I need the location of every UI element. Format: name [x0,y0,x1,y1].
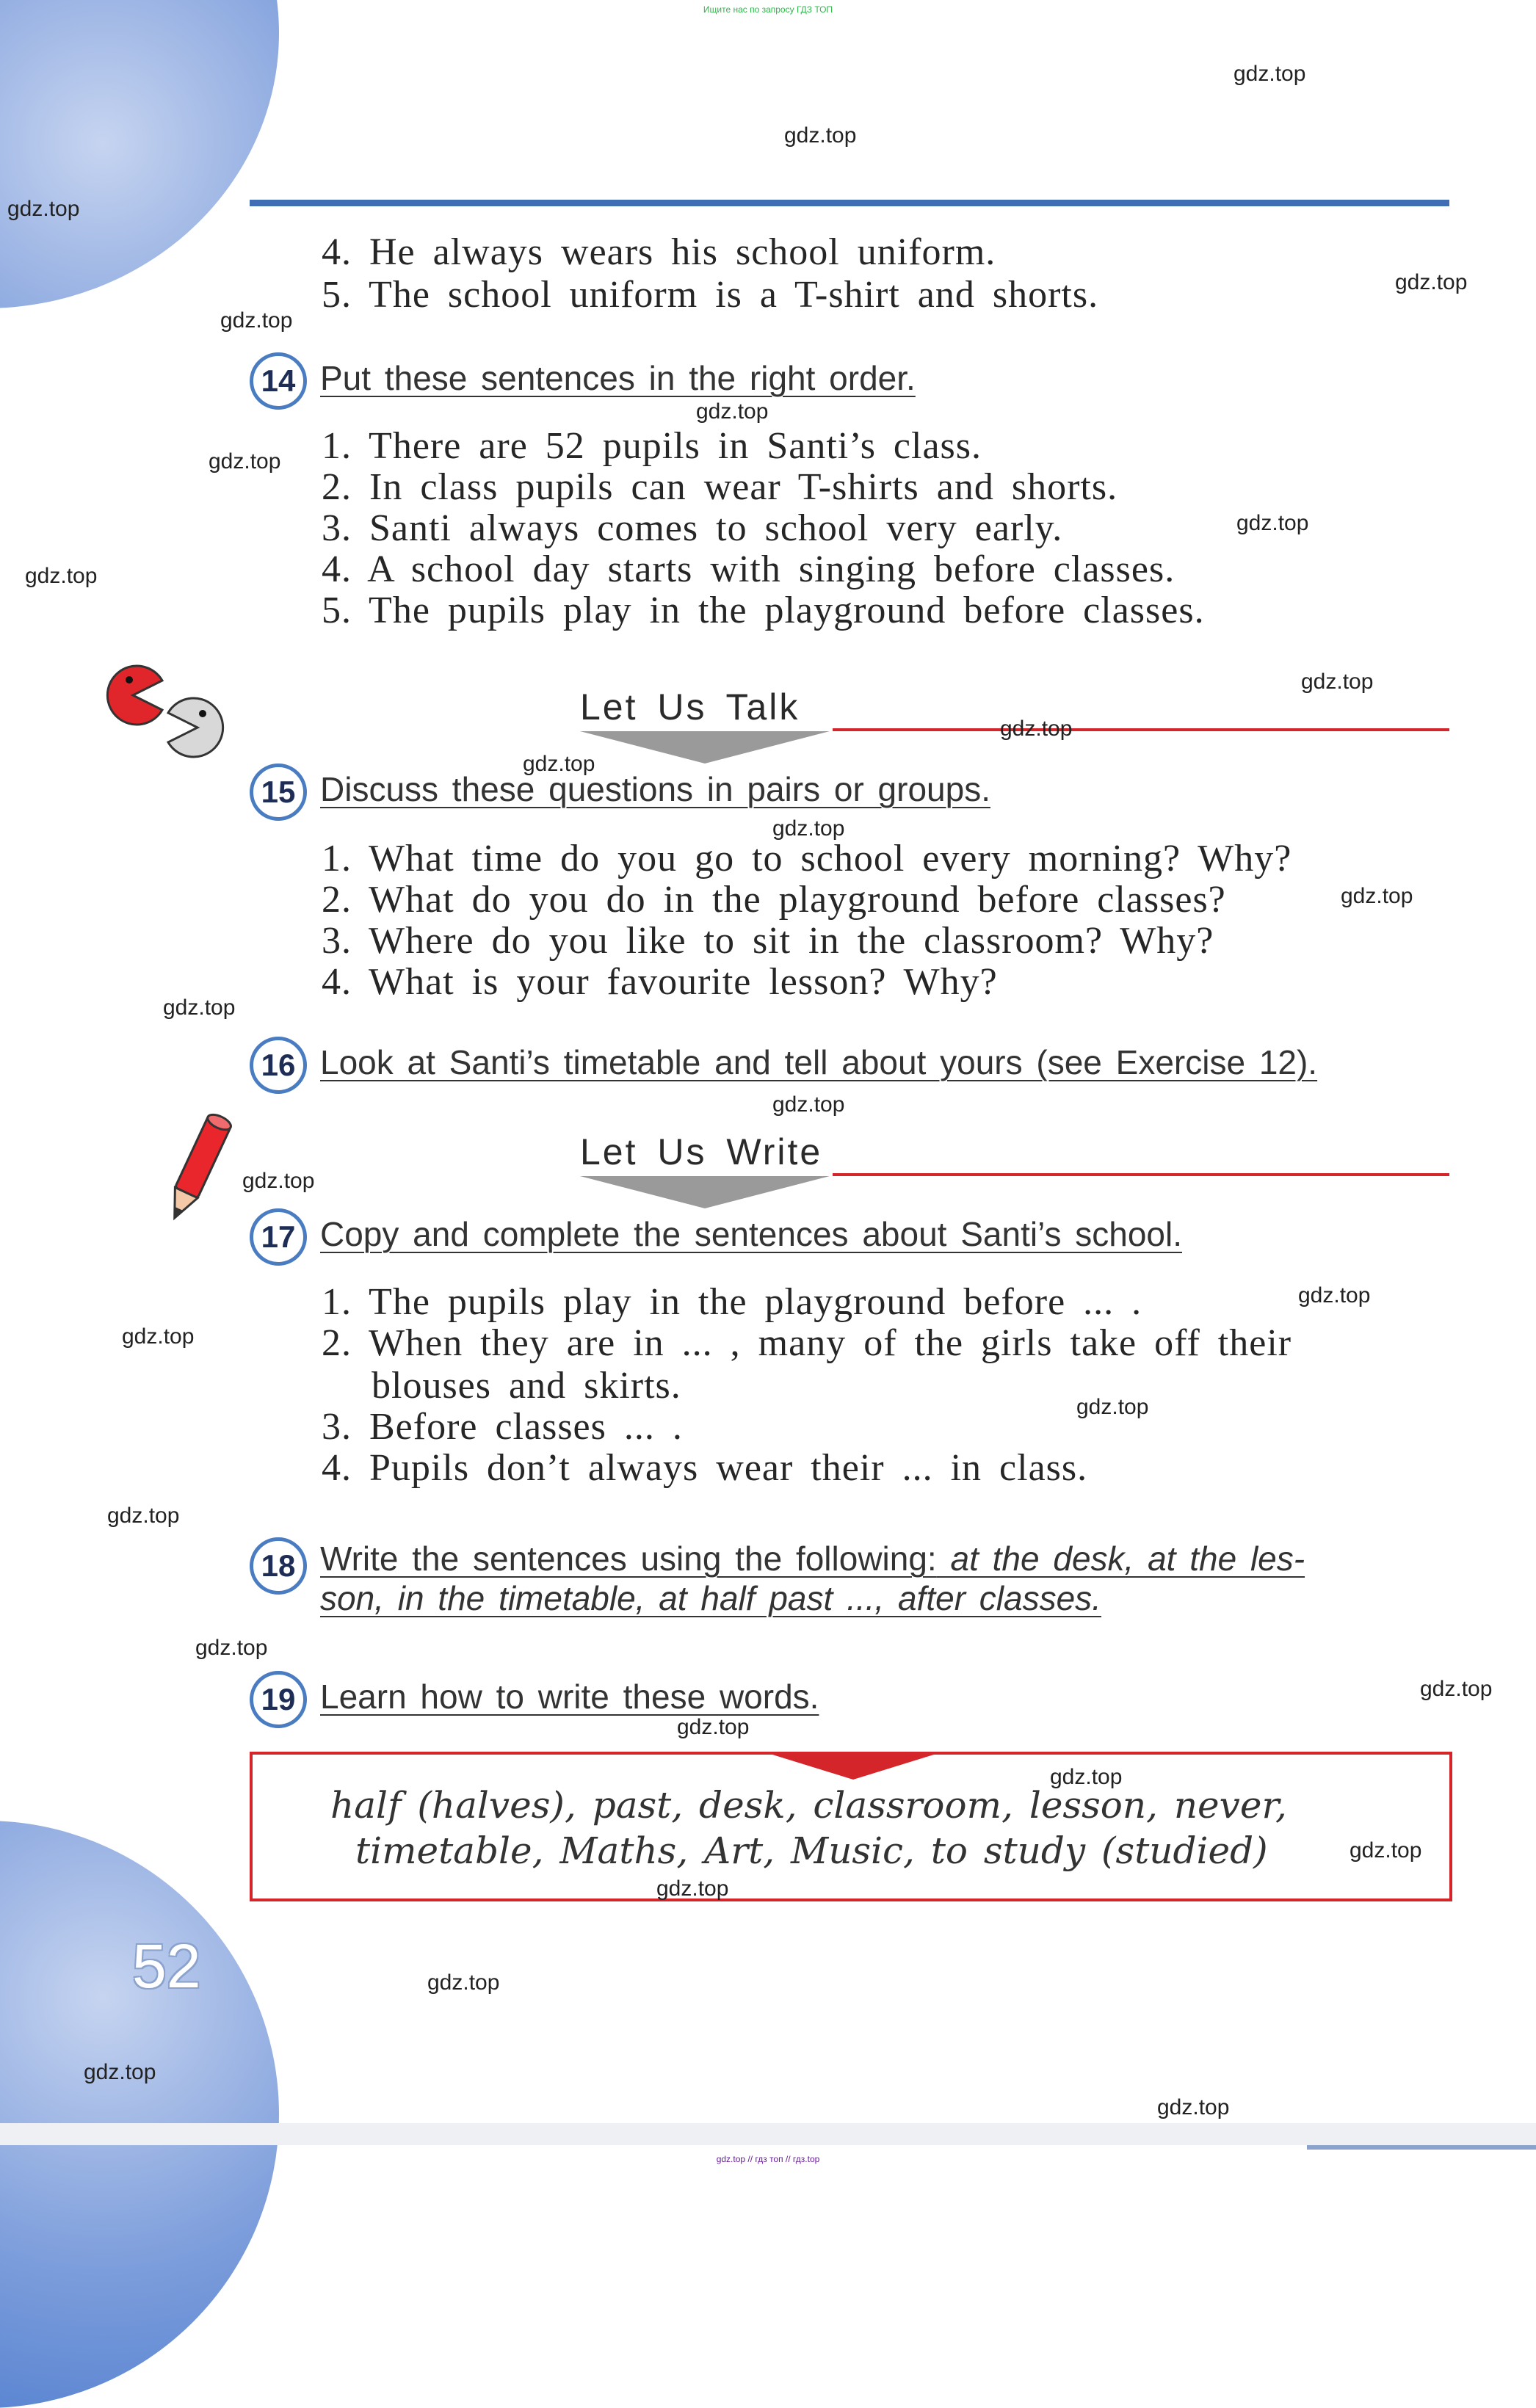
watermark: gdz.top [772,816,845,841]
exercise-instruction [320,1539,1305,1578]
watermark: gdz.top [25,564,98,588]
watermark: gdz.top [242,1169,315,1193]
page-bottom-strip-accent [1307,2145,1536,2150]
watermark: gdz.top [677,1715,750,1739]
exercise-number-badge: 17 [250,1208,307,1266]
instruction-phrases: at the desk, at the les- [950,1540,1305,1578]
section-arrow [580,731,830,764]
exercise-15-item: 1. What time do you go to school every morning? Why? [322,838,1292,880]
top-divider [250,200,1449,206]
exercise-instruction-continued [320,1578,1101,1618]
exercise-15-item: 2. What do you do in the playground before classes? [322,879,1226,921]
watermark: gdz.top [209,449,281,474]
watermark: gdz.top [195,1636,268,1660]
section-rule [833,1173,1449,1176]
watermark: gdz.top [1050,1765,1123,1789]
exercise-17-item: 4. Pupils don’t always wear their ... in class. [322,1447,1088,1489]
continued-item: 4. He always wears his school uniform. [322,231,996,273]
exercise-17-item: 3. Before classes ... . [322,1406,683,1448]
watermark: gdz.top [784,123,857,148]
watermark: gdz.top [1395,270,1468,294]
watermark: gdz.top [1341,884,1413,908]
top-banner: Ищите нас по запросу ГДЗ ТОП [703,4,833,15]
watermark: gdz.top [220,308,293,333]
watermark: gdz.top [1298,1283,1371,1308]
watermark: gdz.top [1236,511,1309,535]
pacman-red-icon [100,662,166,732]
watermark: gdz.top [1157,2095,1230,2119]
watermark: gdz.top [1301,670,1374,694]
exercise-14-item: 1. There are 52 pupils in Santi’s class. [322,425,982,467]
pencil-icon [157,1110,238,1231]
watermark: gdz.top [107,1504,180,1528]
exercise-14-item: 3. Santi always comes to school very early. [322,507,1063,549]
section-rule [833,728,1449,731]
page-number: 52 [132,1932,201,2001]
page-bottom-strip [0,2123,1536,2145]
bottom-banner: gdz.top // гдз топ // гдз.top [716,2154,820,2164]
exercise-14-item: 2. In class pupils can wear T-shirts and shorts. [322,466,1118,508]
watermark: gdz.top [772,1092,845,1117]
exercise-14-item: 5. The pupils play in the playground before classes. [322,590,1205,631]
watermark: gdz.top [1076,1395,1149,1419]
watermark: gdz.top [696,399,769,424]
exercise-number-badge: 15 [250,764,307,821]
instruction-phrases: son, in the timetable, at half past ..., after classes. [320,1579,1101,1617]
exercise-17-item: blouses and skirts. [372,1365,681,1407]
exercise-15-item: 3. Where do you like to sit in the classroom? Why? [322,920,1214,962]
watermark: gdz.top [523,752,595,776]
exercise-17-item: 1. The pupils play in the playground before ... . [322,1281,1142,1323]
continued-item: 5. The school uniform is a T-shirt and shorts. [322,274,1099,316]
words-box-arrow [772,1755,934,1780]
exercise-instruction: Discuss these questions in pairs or groups. [320,770,990,808]
exercise-15-item: 4. What is your favourite lesson? Why? [322,961,998,1003]
corner-decoration-bottom [0,1821,279,2408]
corner-decoration-top [0,0,279,308]
section-title-write: Let Us Write [580,1131,823,1172]
exercise-instruction: Look at Santi’s timetable and tell about yours (see Exercise 12). [320,1043,1318,1081]
watermark: gdz.top [163,996,236,1020]
watermark: gdz.top [1350,1838,1422,1863]
pacman-grey-icon [164,695,231,764]
exercise-17-item: 2. When they are in ... , many of the girls take off their [322,1322,1292,1364]
exercise-number-badge: 16 [250,1037,307,1094]
watermark: gdz.top [1233,62,1306,86]
watermark: gdz.top [656,1876,729,1901]
section-title-talk: Let Us Talk [580,686,800,728]
exercise-number-badge: 18 [250,1537,307,1595]
watermark: gdz.top [122,1324,195,1349]
watermark: gdz.top [7,197,80,221]
watermark: gdz.top [1420,1677,1493,1701]
exercise-number-badge: 14 [250,352,307,410]
section-arrow [580,1176,830,1208]
watermark: gdz.top [1000,717,1073,741]
exercise-14-item: 4. A school day starts with singing before classes. [322,548,1175,590]
words-line-1: half (halves), past, desk, classroom, lesson, never, [330,1784,1287,1827]
watermark: gdz.top [427,1970,500,1995]
words-line-2: timetable, Maths, Art, Music, to study (studied) [355,1829,1268,1872]
exercise-number-badge: 19 [250,1671,307,1728]
instruction-text: Write the sentences using the following: [320,1540,937,1578]
exercise-instruction: Put these sentences in the right order. [320,359,916,397]
watermark: gdz.top [84,2060,156,2084]
exercise-instruction: Copy and complete the sentences about Santi’s school. [320,1215,1182,1253]
exercise-instruction: Learn how to write these words. [320,1678,819,1716]
